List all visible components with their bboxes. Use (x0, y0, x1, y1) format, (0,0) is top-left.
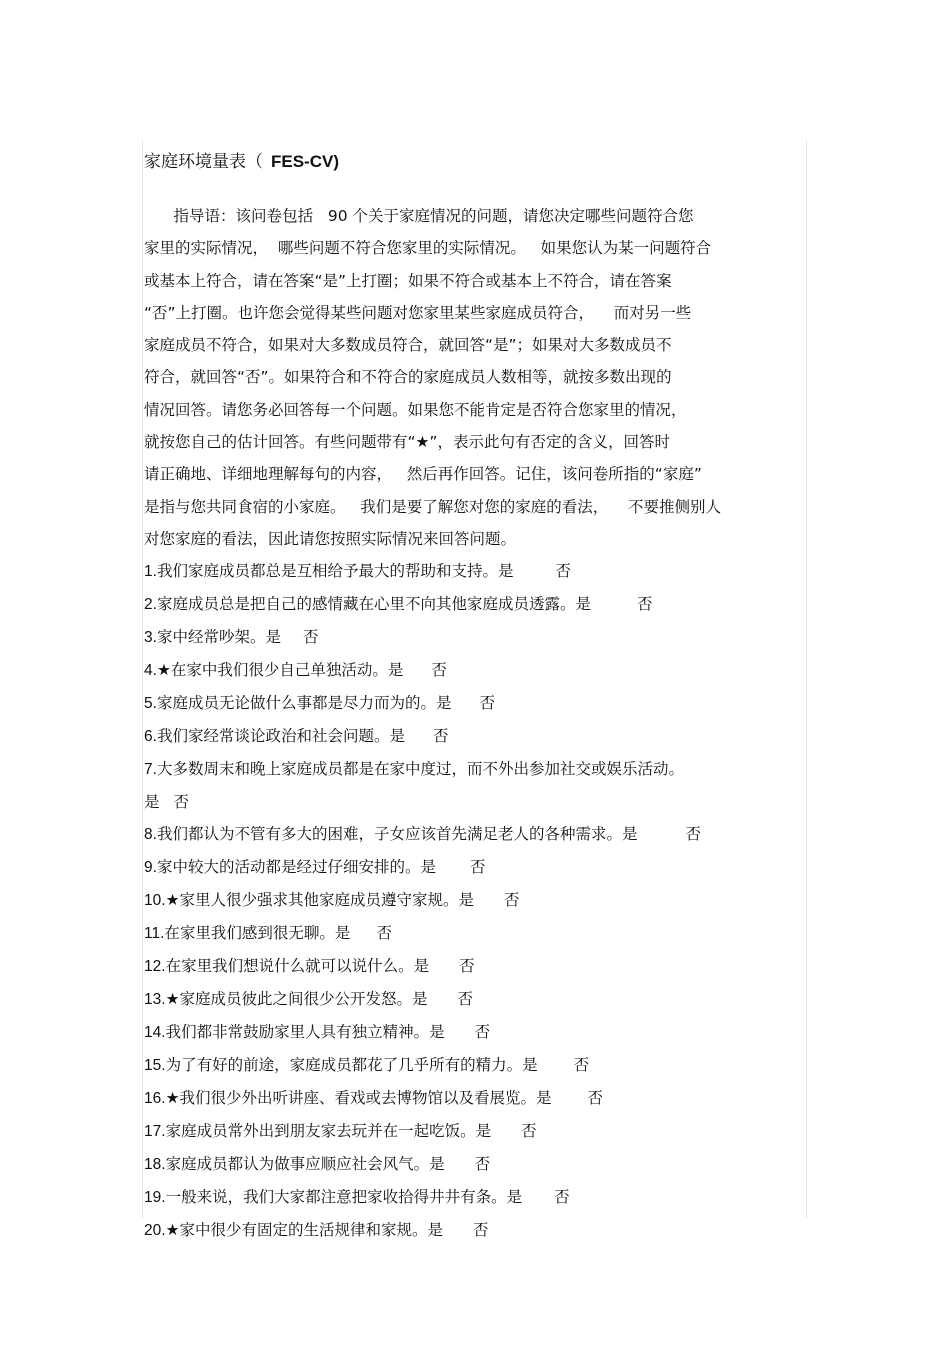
question-text: 我们都非常鼓励家里人具有独立精神。 (165, 1023, 430, 1042)
question-list (144, 555, 804, 1247)
question-item (144, 1148, 804, 1181)
answer-yes-option[interactable]: 是 (265, 628, 281, 647)
question-item (144, 1082, 804, 1115)
question-text: 一般来说，我们大家都注意把家收拾得井井有条。 (165, 1188, 507, 1207)
question-text: 家庭成员都认为做事应顺应社会风气。 (165, 1155, 430, 1174)
answer-no-option[interactable]: 否 (573, 1056, 590, 1075)
answer-no-option[interactable]: 否 (479, 694, 495, 713)
answer-no-option[interactable]: 否 (474, 1023, 491, 1042)
answer-no-option[interactable]: 否 (302, 628, 319, 647)
answer-no-option[interactable]: 否 (376, 924, 392, 943)
question-number: 16. (144, 1090, 166, 1108)
answer-yes-option[interactable]: 是 (435, 694, 452, 713)
question-text: 我们都认为不管有多大的困难，子女应该首先满足老人的各种需求。 (156, 825, 622, 844)
question-number: 15. (144, 1057, 166, 1075)
question-item (144, 917, 804, 950)
question-item (144, 1016, 804, 1049)
question-number: 14. (144, 1024, 166, 1042)
instruction-line: 对您家庭的看法，因此请您按照实际情况来回答问题。 (144, 529, 517, 548)
question-text: 家中较大的活动都是经过仔细安排的。 (156, 858, 421, 877)
answer-yes-option[interactable]: 是 (427, 1221, 443, 1240)
question-number: 5. (144, 695, 157, 713)
answer-yes-option[interactable]: 是 (387, 661, 404, 680)
answer-yes-option[interactable]: 是 (429, 1155, 445, 1174)
instruction-line: 家里的实际情况， 哪些问题不符合您家里的实际情况。 如果您认为某一问题符合 (144, 239, 712, 258)
answer-yes-option[interactable]: 是 (522, 1056, 538, 1075)
answer-no-option[interactable]: 否 (636, 595, 653, 614)
question-number: 18. (144, 1156, 166, 1174)
answer-options (144, 786, 804, 818)
title-code: FES-CV) (271, 152, 339, 171)
question-item (144, 753, 804, 818)
instructions (144, 200, 804, 555)
question-text: ★家庭成员彼此之间很少公开发怒。 (165, 990, 412, 1009)
answer-yes-option[interactable]: 是 (144, 793, 160, 812)
answer-no-option[interactable]: 否 (173, 793, 190, 812)
question-number: 20. (144, 1222, 166, 1240)
question-text: ★家里人很少强求其他家庭成员遵守家规。 (165, 891, 459, 910)
answer-yes-option[interactable]: 是 (420, 858, 436, 877)
question-number: 13. (144, 991, 166, 1009)
question-item (144, 1181, 804, 1214)
instruction-line: 符合，就回答“否”。如果符合和不符合的家庭成员人数相等，就按多数出现的 (144, 368, 672, 387)
answer-yes-option[interactable]: 是 (458, 891, 474, 910)
answer-yes-option[interactable]: 是 (413, 957, 430, 976)
answer-yes-option[interactable]: 是 (575, 595, 591, 614)
instruction-line: 是指与您共同食宿的小家庭。 我们是要了解您对您的家庭的看法， 不要推侧别人 (144, 497, 721, 516)
answer-no-option[interactable]: 否 (459, 957, 475, 976)
answer-no-option[interactable]: 否 (521, 1122, 537, 1141)
answer-no-option[interactable]: 否 (472, 1221, 489, 1240)
instruction-line: “否”上打圈。也许您会觉得某些问题对您家里某些家庭成员符合， 而对另一些 (144, 303, 692, 322)
question-text: ★在家中我们很少自己单独活动。 (156, 661, 388, 680)
question-item (144, 1115, 804, 1148)
question-text: ★我们很少外出听讲座、看戏或去博物馆以及看展览。 (165, 1089, 536, 1108)
instruction-line: 就按您自己的估计回答。有些问题带有“★”，表示此句有否定的含义，回答时 (144, 433, 670, 452)
question-text: 在家里我们感到很无聊。 (164, 924, 335, 943)
question-text: 家庭成员常外出到朋友家去玩并在一起吃饭。 (165, 1122, 476, 1141)
question-number: 7. (144, 761, 157, 779)
question-number: 10. (144, 892, 166, 910)
question-text: 家庭成员总是把自己的感情藏在心里不向其他家庭成员透露。 (156, 595, 576, 614)
answer-yes-option[interactable]: 是 (411, 990, 428, 1009)
question-number: 19. (144, 1189, 166, 1207)
question-text: 大多数周末和晚上家庭成员都是在家中度过，而不外出参加社交或娱乐活动。 (156, 760, 684, 779)
question-number: 4. (144, 662, 157, 680)
answer-no-option[interactable]: 否 (503, 891, 520, 910)
answer-no-option[interactable]: 否 (432, 727, 449, 746)
question-number: 17. (144, 1123, 166, 1141)
right-margin-line (806, 140, 807, 1218)
answer-yes-option[interactable]: 是 (497, 562, 514, 581)
question-item (144, 851, 804, 884)
answer-no-option[interactable]: 否 (587, 1089, 603, 1108)
answer-yes-option[interactable]: 是 (621, 825, 638, 844)
question-item (144, 983, 804, 1016)
answer-no-option[interactable]: 否 (469, 858, 486, 877)
question-number: 11. (144, 925, 165, 943)
question-number: 12. (144, 958, 166, 976)
answer-yes-option[interactable]: 是 (506, 1188, 523, 1207)
instruction-line: 家庭成员不符合，如果对大多数成员符合，就回答“是”；如果对大多数成员不 (144, 336, 672, 355)
left-margin-line (142, 140, 143, 1218)
question-number: 2. (144, 596, 157, 614)
instruction-line: 情况回答。请您务必回答每一个问题。如果您不能肯定是否符合您家里的情况， (144, 400, 687, 419)
question-number: 6. (144, 728, 157, 746)
question-item (144, 621, 804, 654)
instruction-line: 请正确地、详细地理解每句的内容， 然后再作回答。记住，该问卷所指的“家庭” (144, 465, 702, 484)
answer-no-option[interactable]: 否 (685, 825, 701, 844)
answer-yes-option[interactable]: 是 (334, 924, 351, 943)
question-item (144, 687, 804, 720)
question-item (144, 555, 804, 588)
answer-no-option[interactable]: 否 (555, 562, 571, 581)
answer-no-option[interactable]: 否 (431, 661, 447, 680)
question-text: 我们家经常谈论政治和社会问题。 (156, 727, 390, 746)
question-number: 9. (144, 859, 157, 877)
question-number: 3. (144, 629, 157, 647)
title-main: 家庭环境量表（ (144, 152, 263, 172)
question-text: ★家中很少有固定的生活规律和家规。 (165, 1221, 428, 1240)
question-item (144, 1049, 804, 1082)
question-item (144, 588, 804, 621)
answer-no-option[interactable]: 否 (554, 1188, 570, 1207)
question-item (144, 654, 804, 687)
answer-yes-option[interactable]: 是 (429, 1023, 445, 1042)
question-text: 我们家庭成员都总是互相给予最大的帮助和支持。 (156, 562, 498, 581)
answer-yes-option[interactable]: 是 (535, 1089, 552, 1108)
instruction-line: 或基本上符合，请在答案“是”上打圈；如果不符合或基本上不符合，请在答案 (144, 271, 672, 290)
question-text: 家中经常吵架。 (156, 628, 266, 647)
question-text: 在家里我们想说什么就可以说什么。 (165, 957, 414, 976)
page-title (144, 146, 804, 178)
question-text: 家庭成员无论做什么事都是尽力而为的。 (156, 694, 436, 713)
question-item (144, 818, 804, 851)
question-item (144, 1214, 804, 1247)
document-content (144, 146, 804, 1247)
question-number: 1. (144, 563, 157, 581)
question-item (144, 720, 804, 753)
answer-yes-option[interactable]: 是 (475, 1122, 492, 1141)
question-item (144, 884, 804, 917)
question-number: 8. (144, 826, 157, 844)
question-text: 为了有好的前途，家庭成员都花了几乎所有的精力。 (165, 1056, 523, 1075)
answer-no-option[interactable]: 否 (457, 990, 473, 1009)
question-item (144, 950, 804, 983)
answer-no-option[interactable]: 否 (474, 1155, 491, 1174)
instruction-line: 指导语：该问卷包括 90 个关于家庭情况的问题，请您决定哪些问题符合您 (144, 207, 694, 225)
answer-yes-option[interactable]: 是 (389, 727, 405, 746)
